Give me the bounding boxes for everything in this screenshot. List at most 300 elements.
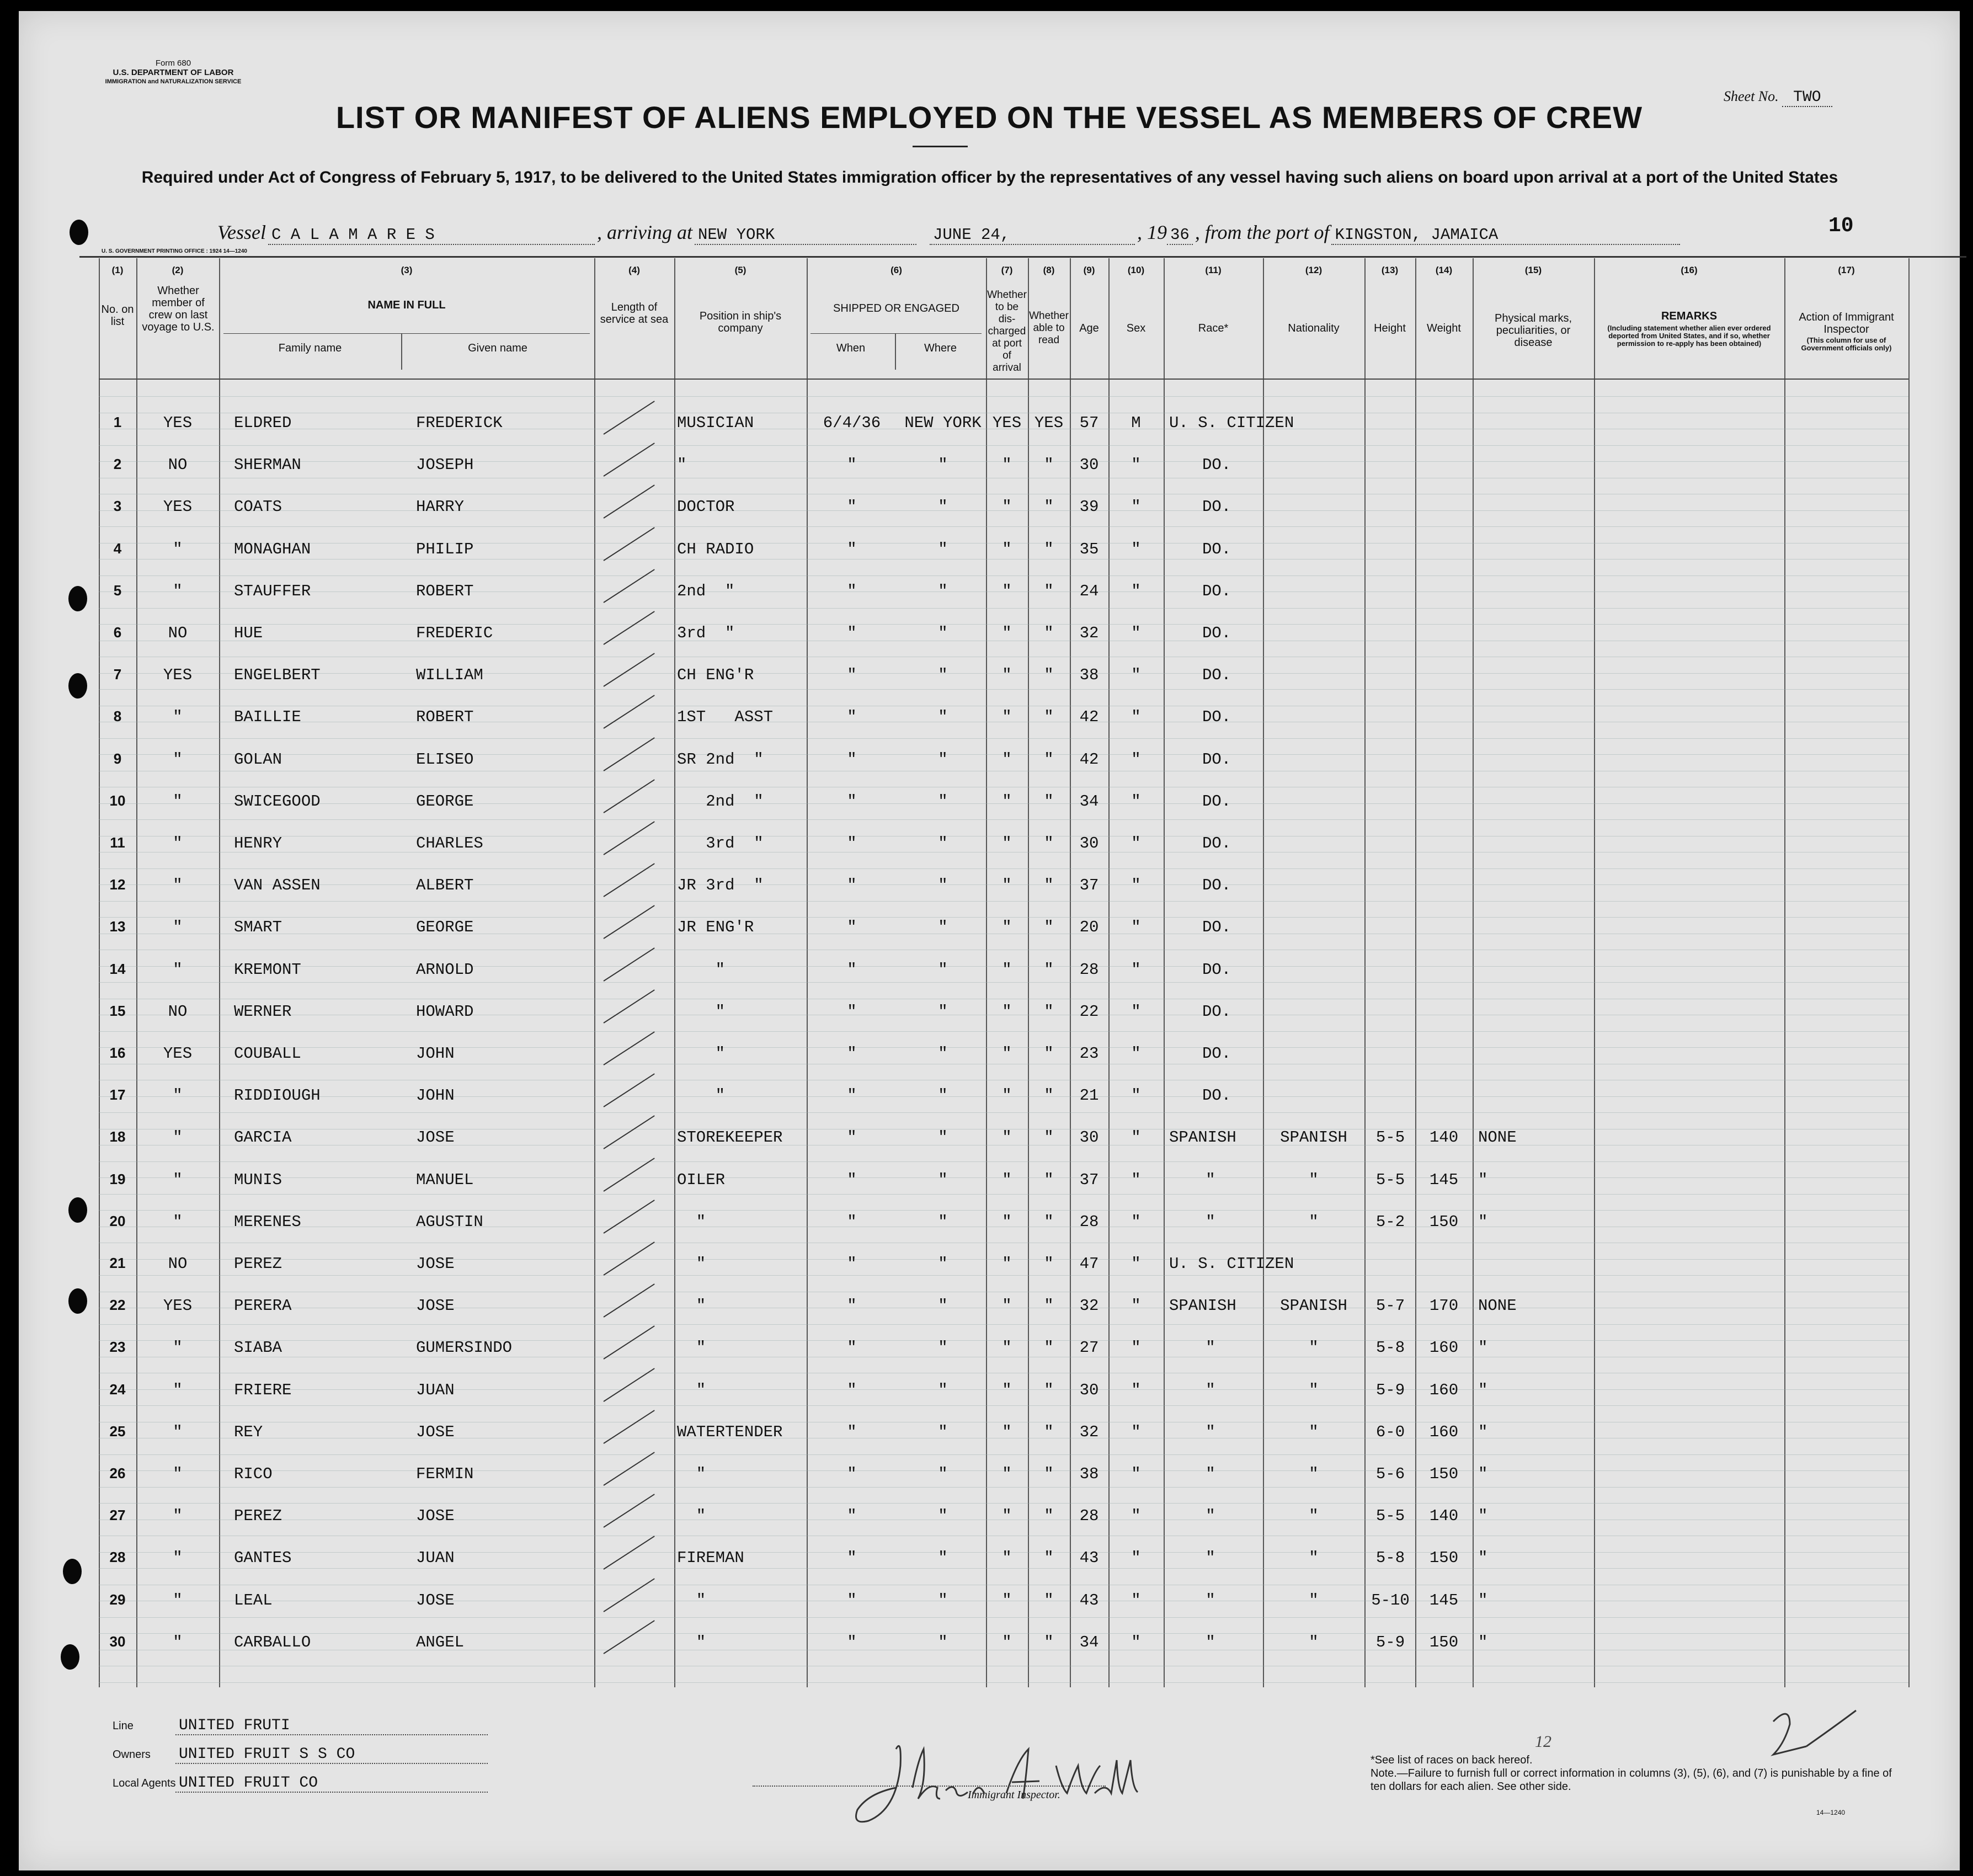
column-rule xyxy=(219,258,220,1687)
cell-weight: 145 xyxy=(1429,1591,1459,1609)
cell-where: " xyxy=(938,1086,948,1105)
cell-height: 5-7 xyxy=(1375,1297,1405,1315)
cell-crew: " xyxy=(173,1549,183,1568)
header-given-name: Given name xyxy=(468,342,527,354)
service-tick-mark xyxy=(603,653,654,687)
cell-no: 27 xyxy=(109,1507,126,1524)
arriving-port: NEW YORK xyxy=(695,226,916,245)
cell-no: 26 xyxy=(109,1465,126,1481)
cell-sex: " xyxy=(1131,582,1141,600)
cell-crew: " xyxy=(173,1633,183,1651)
cell-marks: " xyxy=(1478,1381,1488,1399)
cell-weight: 140 xyxy=(1429,1128,1459,1147)
colnum: (7) xyxy=(1001,265,1013,275)
cell-family: HENRY xyxy=(234,834,282,852)
cell-height: 5-5 xyxy=(1375,1507,1405,1526)
cell-given: ANGEL xyxy=(416,1633,465,1651)
cell-where: " xyxy=(938,582,948,600)
cell-position: JR ENG'R xyxy=(677,918,754,937)
cell-read: " xyxy=(1044,1212,1054,1231)
cell-when: " xyxy=(847,876,857,895)
cell-height: 5-8 xyxy=(1375,1549,1405,1568)
cell-disch: " xyxy=(1002,834,1012,852)
cell-read: " xyxy=(1044,876,1054,895)
cell-when: " xyxy=(847,1128,857,1147)
cell-crew: " xyxy=(173,540,183,558)
punch-hole xyxy=(61,1644,79,1670)
cell-when: " xyxy=(847,960,857,979)
cell-race: DO. xyxy=(1202,1086,1231,1105)
cell-read: " xyxy=(1044,1633,1054,1651)
cell-crew: " xyxy=(173,750,183,769)
sheet-value: TWO xyxy=(1782,89,1832,107)
cell-given: JOSE xyxy=(416,1255,455,1273)
race-note: *See list of races on back hereof. xyxy=(1371,1754,1533,1766)
cell-crew: " xyxy=(173,708,183,727)
cell-position: 2nd " xyxy=(677,792,764,811)
cell-race: SPANISH xyxy=(1169,1297,1236,1315)
cell-no: 14 xyxy=(109,960,126,977)
header-length-service: Length of service at sea xyxy=(600,301,669,326)
cell-crew: YES xyxy=(163,1297,193,1315)
cell-crew: " xyxy=(173,834,183,852)
cell-no: 17 xyxy=(109,1086,126,1104)
header-family-name: Family name xyxy=(278,342,342,354)
vessel-line xyxy=(217,221,1680,245)
line-value: UNITED FRUTI xyxy=(175,1717,488,1735)
service-tick-mark xyxy=(603,527,654,561)
cell-crew: " xyxy=(173,1591,183,1609)
header-crew-member: Whether member of crew on last voyage to U.S. xyxy=(142,285,215,333)
cell-when: " xyxy=(847,918,857,937)
cell-given: GUMERSINDO xyxy=(416,1339,513,1357)
department: U.S. DEPARTMENT OF LABOR xyxy=(113,68,234,77)
cell-sex: " xyxy=(1131,1170,1141,1189)
ruled-line xyxy=(99,526,1908,527)
cell-nat: " xyxy=(1309,1465,1319,1483)
cell-when: " xyxy=(847,1255,857,1273)
cell-crew: YES xyxy=(163,498,193,516)
colnum: (9) xyxy=(1083,265,1095,275)
cell-race: DO. xyxy=(1202,960,1231,979)
cell-race: DO. xyxy=(1202,582,1231,600)
cell-disch: " xyxy=(1002,792,1012,811)
cell-weight: 140 xyxy=(1429,1507,1459,1526)
colnum: (14) xyxy=(1435,265,1453,275)
service-tick-mark xyxy=(603,1200,654,1234)
cell-crew: NO xyxy=(168,1255,188,1273)
service-tick-mark xyxy=(603,401,654,435)
ruled-line xyxy=(99,1112,1908,1113)
cell-sex: " xyxy=(1131,1422,1141,1441)
cell-position: " xyxy=(677,1381,706,1399)
cell-no: 7 xyxy=(113,666,122,683)
colnum: (2) xyxy=(172,265,184,275)
cell-position: OILER xyxy=(677,1170,726,1189)
printing-office: U. S. GOVERNMENT PRINTING OFFICE : 1924 14—1240 xyxy=(102,248,247,254)
cell-given: JOSE xyxy=(416,1297,455,1315)
cell-where: " xyxy=(938,1255,948,1273)
ruled-line xyxy=(99,901,1908,902)
cell-no: 21 xyxy=(109,1255,126,1271)
cell-nat: " xyxy=(1309,1170,1319,1189)
cell-disch: " xyxy=(1002,1002,1012,1021)
cell-given: JUAN xyxy=(416,1381,455,1399)
cell-when: " xyxy=(847,1422,857,1441)
cell-height: 5-5 xyxy=(1375,1170,1405,1189)
cell-age: 22 xyxy=(1079,1002,1099,1021)
cell-when: " xyxy=(847,1212,857,1231)
cell-family: KREMONT xyxy=(234,960,301,979)
cell-where: " xyxy=(938,666,948,685)
cell-where: " xyxy=(938,1591,948,1609)
service-tick-mark xyxy=(603,1326,654,1360)
cell-position: " xyxy=(677,1507,706,1526)
cell-sex: " xyxy=(1131,1381,1141,1399)
cell-read: " xyxy=(1044,1255,1054,1273)
ruled-line xyxy=(99,608,1908,609)
cell-disch: " xyxy=(1002,1128,1012,1147)
colnum: (16) xyxy=(1681,265,1698,275)
cell-family: MUNIS xyxy=(234,1170,282,1189)
cell-no: 13 xyxy=(109,918,126,935)
cell-disch: " xyxy=(1002,1422,1012,1441)
cell-position: " xyxy=(677,1044,726,1063)
header-shipped: SHIPPED OR ENGAGED xyxy=(833,302,959,315)
pencil-mark-a: 12 xyxy=(1535,1733,1551,1751)
header-sex: Sex xyxy=(1126,322,1146,334)
cell-where: " xyxy=(938,1044,948,1063)
cell-given: MANUEL xyxy=(416,1170,474,1189)
cell-read: " xyxy=(1044,1044,1054,1063)
cell-position: STOREKEEPER xyxy=(677,1128,783,1147)
cell-crew: " xyxy=(173,918,183,937)
colnum: (11) xyxy=(1205,265,1222,275)
cell-no: 2 xyxy=(113,456,122,473)
cell-height: 5-9 xyxy=(1375,1381,1405,1399)
header-action: Action of Immigrant Inspector xyxy=(1799,311,1894,335)
column-rule xyxy=(1473,258,1474,1687)
cell-race: DO. xyxy=(1202,498,1231,516)
cell-when: " xyxy=(847,624,857,642)
colnum: (12) xyxy=(1305,265,1323,275)
cell-age: 37 xyxy=(1079,1170,1099,1189)
cell-race: DO. xyxy=(1202,792,1231,811)
cell-marks: " xyxy=(1478,1633,1488,1651)
cell-crew: YES xyxy=(163,666,193,685)
name-divider xyxy=(223,333,590,334)
form-meta xyxy=(90,58,256,87)
ruled-line xyxy=(99,689,1908,690)
cell-given: HOWARD xyxy=(416,1002,474,1021)
cell-disch: " xyxy=(1002,1255,1012,1273)
punch-hole xyxy=(68,1288,87,1314)
cell-crew: " xyxy=(173,1465,183,1483)
cell-crew: " xyxy=(173,1507,183,1526)
service-tick-mark xyxy=(603,443,654,477)
cell-position: " xyxy=(677,1086,726,1105)
service-tick-mark xyxy=(603,1410,654,1444)
cell-age: 30 xyxy=(1079,1128,1099,1147)
service-tick-mark xyxy=(603,1073,654,1107)
cell-sex: M xyxy=(1131,414,1141,432)
cell-height: 5-6 xyxy=(1375,1465,1405,1483)
header-where: Where xyxy=(924,342,957,354)
cell-where: " xyxy=(938,540,948,558)
cell-where: " xyxy=(938,1507,948,1526)
cell-age: 32 xyxy=(1079,1297,1099,1315)
cell-marks: " xyxy=(1478,1591,1488,1609)
ruled-line xyxy=(99,917,1908,918)
cell-age: 57 xyxy=(1079,414,1099,432)
cell-no: 24 xyxy=(109,1381,126,1398)
cell-marks: NONE xyxy=(1478,1297,1517,1315)
cell-age: 23 xyxy=(1079,1044,1099,1063)
form-number: Form 680 xyxy=(155,58,191,68)
cell-where: " xyxy=(938,1128,948,1147)
departure-port: KINGSTON, JAMAICA xyxy=(1331,226,1680,245)
service-tick-mark xyxy=(603,1158,654,1192)
service-tick-mark xyxy=(603,1116,654,1150)
cell-age: 28 xyxy=(1079,1507,1099,1526)
cell-race: U. S. CITIZEN xyxy=(1169,414,1294,432)
cell-position: CH RADIO xyxy=(677,540,754,558)
cell-crew: NO xyxy=(168,456,188,475)
cell-crew: YES xyxy=(163,414,193,432)
cell-sex: " xyxy=(1131,1465,1141,1483)
cell-where: NEW YORK xyxy=(904,414,982,432)
colnum: (17) xyxy=(1838,265,1855,275)
header-weight: Weight xyxy=(1427,322,1461,334)
header-no-on-list: No. on list xyxy=(101,303,134,328)
cell-position: 3rd " xyxy=(677,834,764,852)
cell-where: " xyxy=(938,1381,948,1399)
cell-no: 20 xyxy=(109,1212,126,1229)
signature-text xyxy=(835,1727,836,1728)
cell-crew: " xyxy=(173,1128,183,1147)
cell-where: " xyxy=(938,1002,948,1021)
cell-read: " xyxy=(1044,456,1054,475)
cell-where: " xyxy=(938,834,948,852)
cell-sex: " xyxy=(1131,498,1141,516)
cell-position: 3rd " xyxy=(677,624,735,642)
cell-sex: " xyxy=(1131,1549,1141,1568)
cell-when: " xyxy=(847,1549,857,1568)
service-tick-mark xyxy=(603,947,654,982)
fine-note: Note.—Failure to furnish full or correct information in columns (3), (5), (6), and (7) is punishable by a fine of ten dollars for each alien. See other side. xyxy=(1371,1767,1892,1793)
header-physical-marks: Physical marks, peculiarities, or disease xyxy=(1494,312,1572,349)
cell-height: 6-0 xyxy=(1375,1422,1405,1441)
vessel-name: C A L A M A R E S xyxy=(268,226,595,245)
punch-hole xyxy=(68,586,87,611)
arriving-label: , arriving at xyxy=(596,221,692,243)
cell-age: 38 xyxy=(1079,1465,1099,1483)
header-remarks-note: (Including statement whether alien ever ordered deported from United States, and if so, whether permission to re-apply has been obtained) xyxy=(1607,324,1771,348)
cell-race: " xyxy=(1206,1170,1215,1189)
cell-read: " xyxy=(1044,1339,1054,1357)
cell-family: CARBALLO xyxy=(234,1633,311,1651)
cell-where: " xyxy=(938,498,948,516)
cell-race: DO. xyxy=(1202,456,1231,475)
cell-family: ELDRED xyxy=(234,414,292,432)
cell-nat: " xyxy=(1309,1591,1319,1609)
cell-weight: 150 xyxy=(1429,1465,1459,1483)
cell-weight: 170 xyxy=(1429,1297,1459,1315)
cell-when: " xyxy=(847,1465,857,1483)
cell-given: ROBERT xyxy=(416,708,474,727)
cell-when: " xyxy=(847,1591,857,1609)
cell-sex: " xyxy=(1131,666,1141,685)
service-tick-mark xyxy=(603,1031,654,1065)
cell-read: " xyxy=(1044,1465,1054,1483)
cell-read: " xyxy=(1044,498,1054,516)
cell-nat: SPANISH xyxy=(1280,1128,1347,1147)
cell-read: " xyxy=(1044,624,1054,642)
cell-where: " xyxy=(938,750,948,769)
cell-age: 30 xyxy=(1079,456,1099,475)
ruled-line xyxy=(99,1682,1908,1683)
ruled-line xyxy=(99,1031,1908,1032)
cell-nat: " xyxy=(1309,1633,1319,1651)
cell-given: JOSE xyxy=(416,1422,455,1441)
cell-disch: " xyxy=(1002,1549,1012,1568)
colnum: (13) xyxy=(1381,265,1399,275)
colnum: (4) xyxy=(628,265,640,275)
cell-read: " xyxy=(1044,1507,1054,1526)
cell-disch: " xyxy=(1002,960,1012,979)
service-tick-mark xyxy=(603,1494,654,1528)
cell-when: " xyxy=(847,1633,857,1651)
service-tick-mark xyxy=(603,1283,654,1318)
punch-hole xyxy=(63,1559,82,1584)
cell-position: 1ST ASST xyxy=(677,708,774,727)
cell-family: PEREZ xyxy=(234,1255,282,1273)
cell-race: DO. xyxy=(1202,1044,1231,1063)
cell-disch: " xyxy=(1002,456,1012,475)
cell-family: GARCIA xyxy=(234,1128,292,1147)
cell-family: PERERA xyxy=(234,1297,292,1315)
cell-nat: " xyxy=(1309,1381,1319,1399)
column-rule xyxy=(99,258,100,1687)
cell-sex: " xyxy=(1131,918,1141,937)
cell-given: JOSE xyxy=(416,1591,455,1609)
cell-no: 1 xyxy=(113,414,122,430)
cell-read: " xyxy=(1044,1297,1054,1315)
colnum: (5) xyxy=(734,265,746,275)
cell-sex: " xyxy=(1131,1633,1141,1651)
cell-position: " xyxy=(677,1339,706,1357)
cell-weight: 150 xyxy=(1429,1633,1459,1651)
cell-family: PEREZ xyxy=(234,1507,282,1526)
cell-no: 29 xyxy=(109,1591,126,1608)
cell-no: 16 xyxy=(109,1044,126,1061)
inspector-rule xyxy=(753,1786,1106,1787)
vessel-label: Vessel xyxy=(217,221,266,243)
cell-where: " xyxy=(938,918,948,937)
header-remarks: REMARKS xyxy=(1661,310,1718,322)
header-height: Height xyxy=(1374,322,1406,334)
cell-read: " xyxy=(1044,708,1054,727)
cell-position: 2nd " xyxy=(677,582,735,600)
cell-given: PHILIP xyxy=(416,540,474,558)
cell-family: WERNER xyxy=(234,1002,292,1021)
cell-marks: " xyxy=(1478,1339,1488,1357)
cell-disch: " xyxy=(1002,1507,1012,1526)
cell-race: DO. xyxy=(1202,876,1231,895)
cell-disch: " xyxy=(1002,1633,1012,1651)
cell-disch: " xyxy=(1002,1170,1012,1189)
year-prefix: , 19 xyxy=(1137,221,1167,243)
agents-value: UNITED FRUIT CO xyxy=(175,1774,488,1793)
cell-read: " xyxy=(1044,750,1054,769)
cell-age: 20 xyxy=(1079,918,1099,937)
cell-disch: " xyxy=(1002,624,1012,642)
title-underline xyxy=(913,146,968,147)
cell-weight: 160 xyxy=(1429,1422,1459,1441)
inspector-label: Immigrant Inspector. xyxy=(968,1789,1060,1801)
column-rule xyxy=(1784,258,1785,1687)
cell-age: 30 xyxy=(1079,834,1099,852)
cell-when: " xyxy=(847,792,857,811)
cell-nat: " xyxy=(1309,1549,1319,1568)
ruled-line xyxy=(99,982,1908,983)
agents-label: Local Agents xyxy=(113,1777,176,1789)
cell-given: ROBERT xyxy=(416,582,474,600)
service-tick-mark xyxy=(603,1452,654,1486)
cell-marks: " xyxy=(1478,1549,1488,1568)
cell-given: CHARLES xyxy=(416,834,483,852)
cell-position: " xyxy=(677,1002,726,1021)
cell-position: " xyxy=(677,960,726,979)
cell-marks: " xyxy=(1478,1422,1488,1441)
cell-crew: " xyxy=(173,876,183,895)
service: IMMIGRATION and NATURALIZATION SERVICE xyxy=(105,78,242,85)
cell-position: " xyxy=(677,1212,706,1231)
cell-read: " xyxy=(1044,1422,1054,1441)
cell-read: " xyxy=(1044,582,1054,600)
cell-crew: " xyxy=(173,1212,183,1231)
cell-sex: " xyxy=(1131,1255,1141,1273)
form-code: 14—1240 xyxy=(1816,1809,1846,1816)
cell-sex: " xyxy=(1131,456,1141,475)
cell-disch: " xyxy=(1002,498,1012,516)
cell-when: " xyxy=(847,1002,857,1021)
cell-given: GEORGE xyxy=(416,792,474,811)
cell-family: LEAL xyxy=(234,1591,273,1609)
cell-where: " xyxy=(938,624,948,642)
cell-marks: " xyxy=(1478,1465,1488,1483)
cell-where: " xyxy=(938,1170,948,1189)
cell-race: U. S. CITIZEN xyxy=(1169,1255,1294,1273)
colnum: (10) xyxy=(1127,265,1145,275)
cell-sex: " xyxy=(1131,1086,1141,1105)
cell-where: " xyxy=(938,1297,948,1315)
cell-no: 9 xyxy=(113,750,122,767)
cell-where: " xyxy=(938,708,948,727)
cell-family: REY xyxy=(234,1422,263,1441)
cell-disch: " xyxy=(1002,750,1012,769)
header-rule xyxy=(99,379,1908,380)
cell-no: 22 xyxy=(109,1297,126,1314)
cell-race: " xyxy=(1206,1212,1215,1231)
header-able-to-read: Whether able to read xyxy=(1029,310,1069,346)
cell-position: DOCTOR xyxy=(677,498,735,516)
cell-race: " xyxy=(1206,1422,1215,1441)
cell-sex: " xyxy=(1131,1128,1141,1147)
cell-sex: " xyxy=(1131,1507,1141,1526)
cell-race: DO. xyxy=(1202,708,1231,727)
column-rule xyxy=(594,258,595,1687)
